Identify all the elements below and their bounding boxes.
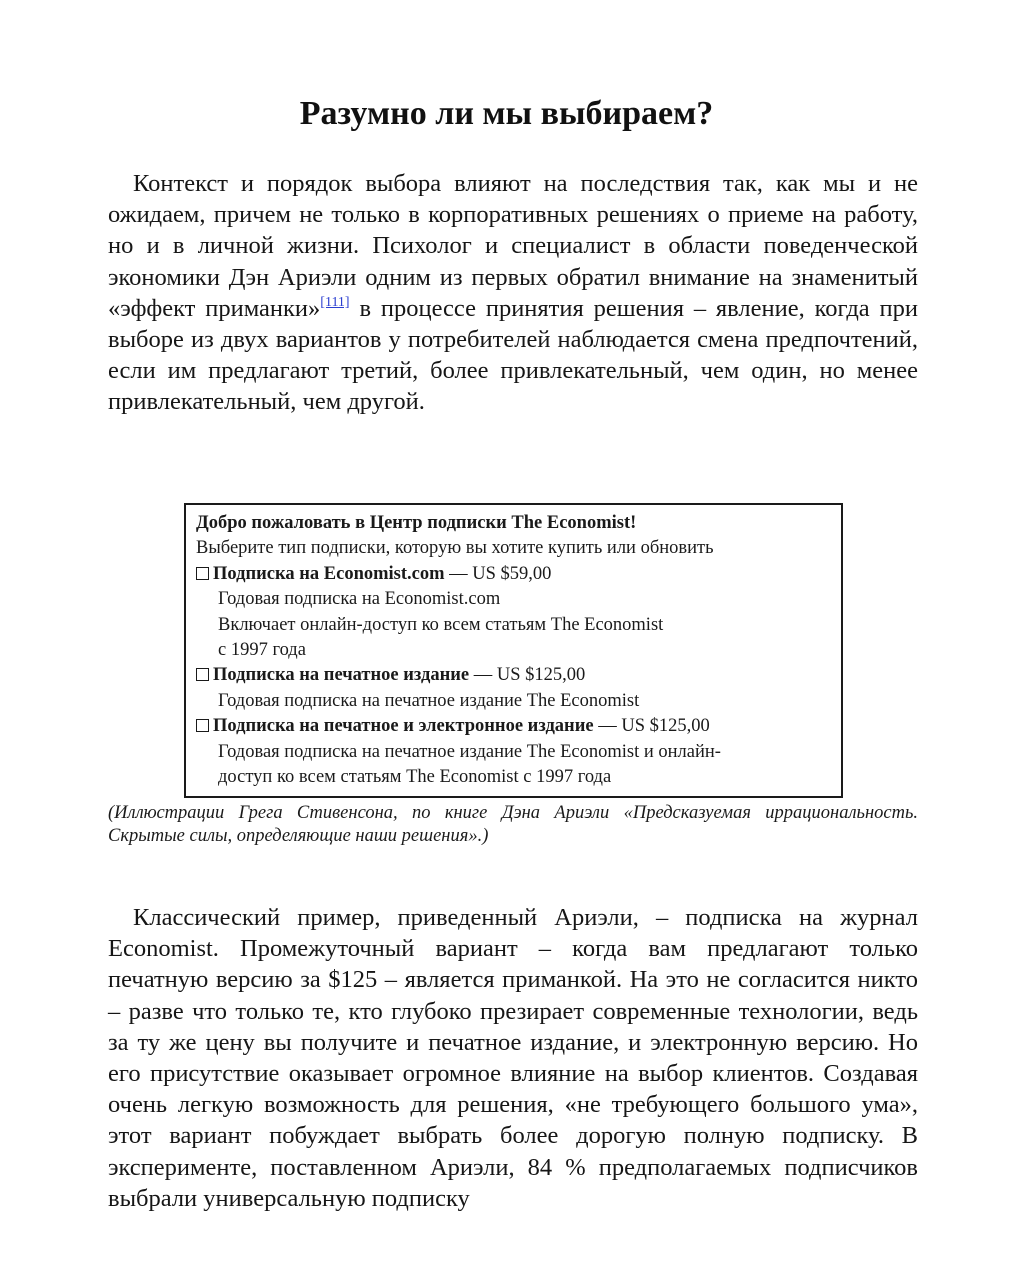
- checkbox-icon: [196, 567, 209, 580]
- option-description: Годовая подписка на печатное издание The Economist: [218, 690, 640, 711]
- option-price: — US $59,00: [444, 563, 552, 584]
- paragraph-intro-text: Контекст и порядок выбора влияют на последствия так, как мы и не ожидаем, причем не только в корпоративных решениях о приеме на работу, но и в личной жизни. Психолог и специалист в области поведенческой экономики Дэн Ариэли одним из первых обратил внимание на знаменитый «эффект приманки»: [108, 170, 918, 322]
- option-description: с 1997 года: [218, 640, 306, 661]
- option-description: Годовая подписка на Economist.com: [218, 589, 501, 610]
- option-description: доступ ко всем статьям The Economist с 1997 года: [218, 767, 612, 788]
- option-name: Подписка на печатное и электронное издание: [213, 716, 594, 737]
- option-price: — US $125,00: [469, 665, 586, 686]
- subscription-figure: [184, 503, 843, 798]
- checkbox-icon: [196, 668, 209, 681]
- option-description: Включает онлайн-доступ ко всем статьям The Economist: [218, 614, 664, 635]
- page-title: Разумно ли мы выбираем?: [299, 95, 714, 132]
- option-name: Подписка на печатное издание: [213, 665, 470, 686]
- figure-heading: Добро пожаловать в Центр подписки The Economist!: [196, 513, 637, 533]
- paragraph-example: Классический пример, приведенный Ариэли, – подписка на журнал Economist. Промежуточный вариант – когда вам предлагают только печатную версию за $125 – является приманкой. На это не согласится никто – разве что только те, кто глубоко презирает современные технологии, ведь за ту же цену вы получите и печатное издание, и электронную версию. Но его присутствие оказывает огромное влияние на выбор клиентов. Создавая очень легкую возможность для решения, «не требующего большого ума», этот вариант побуждает выбрать более дорогую полную подписку. В эксперименте, поставленном Ариэли, 84 % предполагаемых подписчиков выбрали универсальную подписку: [108, 904, 918, 1212]
- subscription-option-web: [196, 562, 841, 587]
- option-name: Подписка на Economist.com: [213, 563, 445, 584]
- figure-subheading: Выберите тип подписки, которую вы хотите купить или обновить: [196, 538, 714, 559]
- footnote-ref: [320, 295, 349, 310]
- paragraph-intro-continuation: в процессе принятия решения – явление, когда при выборе из двух вариантов у потребителей наблюдается смена предпочтений, если им предлагают третий, более привлекательный, чем один, но менее привлекательный, чем другой.: [108, 294, 918, 416]
- subscription-option-print-web: [196, 714, 841, 739]
- checkbox-icon: [196, 719, 209, 732]
- option-description: Годовая подписка на печатное издание The Economist и онлайн-: [218, 741, 721, 762]
- footnote-link[interactable]: [111]: [320, 294, 350, 310]
- subscription-option-print: [196, 663, 841, 688]
- option-price: — US $125,00: [593, 716, 710, 737]
- figure-caption: (Иллюстрации Грега Стивенсона, по книге Дэна Ариэли «Предсказуемая иррациональность. Скрытые силы, определяющие наши решения».): [108, 803, 918, 846]
- paragraph-intro: [108, 168, 918, 418]
